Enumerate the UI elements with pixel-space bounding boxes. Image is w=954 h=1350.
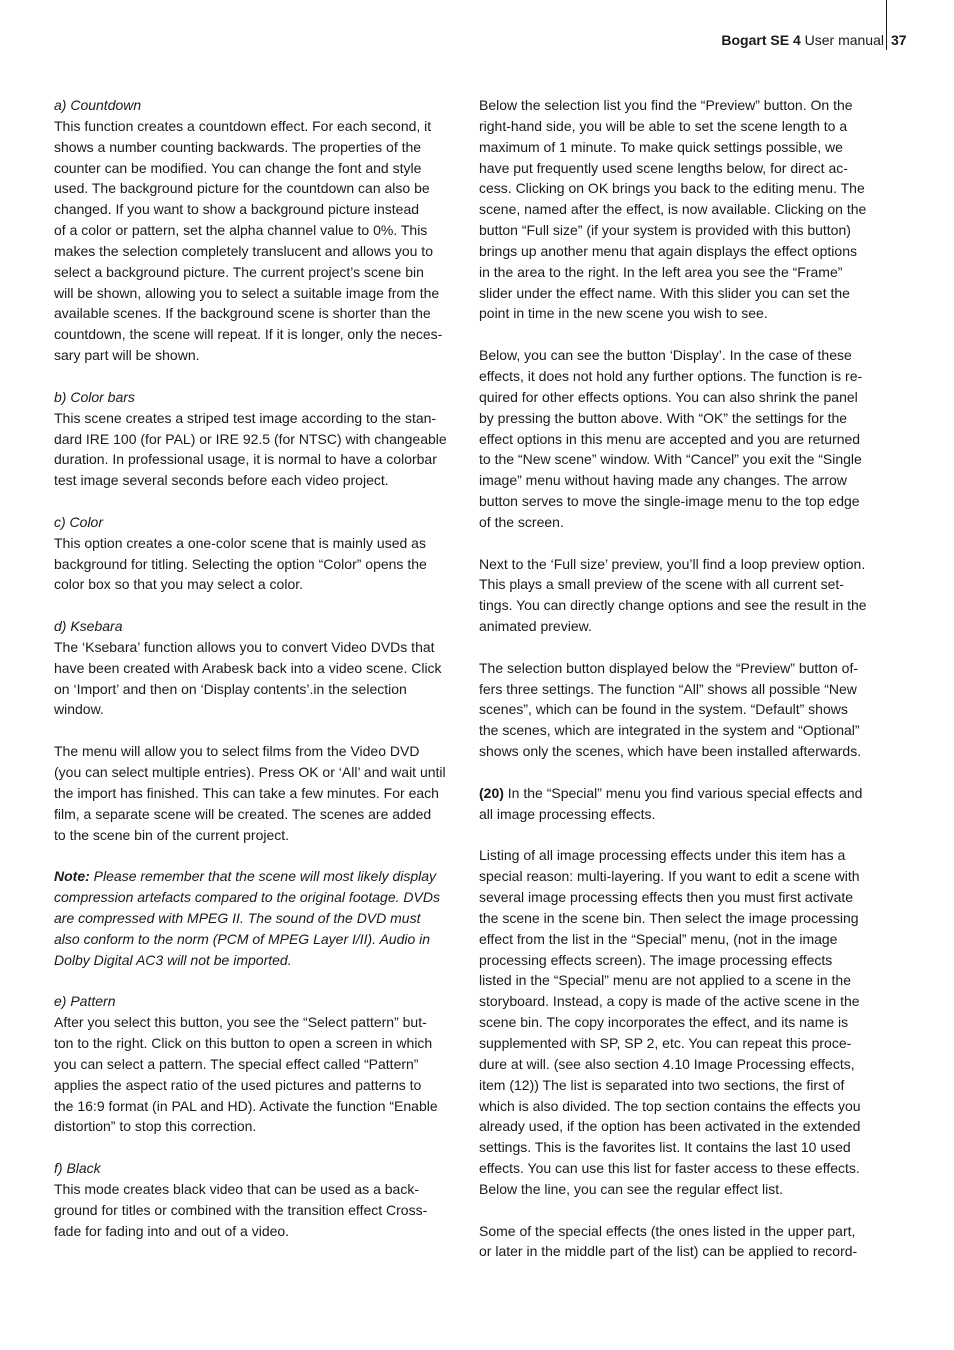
paragraph [54,512,468,595]
note-text: Dolby Digital AC3 will not be imported. [54,951,292,968]
line-text: dure at will. (see also section 4.10 Image Processing effects, [479,1055,855,1072]
section-heading: d) Ksebara [54,618,123,635]
text-line: The ‘Ksebara’ function allows you to convert Video DVDs that [54,638,435,655]
text-line [479,574,893,595]
line-text: animated preview. [479,618,592,635]
line-text: scene bin. The copy incorporates the effect, and its name is [479,1014,849,1031]
right-column [479,95,893,1283]
paragraph [54,387,468,491]
paragraph [479,95,893,324]
text-line [479,283,893,304]
text-line: This mode creates black video that can be used as a back- [54,1180,419,1197]
line-text: storyboard. Instead, a copy is made of the active scene in the [479,993,860,1010]
line-text: Next to the ‘Full size’ preview, you’ll find a loop preview option. [479,555,866,572]
line-text: by pressing the button above. With “OK” the settings for the [479,409,848,426]
line-text: button “Full size” (if your system is provided with this button) [479,222,851,239]
text-line [479,1179,893,1200]
text-line: window. [54,701,104,718]
note-label: Note: [54,868,90,885]
line-text: quired for other effects options. You can also shrink the panel [479,388,858,405]
text-line: shows a number counting backwards. The properties of the [54,138,422,155]
text-line [479,303,893,324]
line-text: maximum of 1 minute. To make quick settings possible, we [479,138,843,155]
text-line: fade for fading into and out of a video. [54,1222,290,1239]
text-line [479,1158,893,1179]
text-line [479,595,893,616]
note-text: are compressed with MPEG II. The sound of the DVD must [54,909,421,926]
text-line [479,804,893,825]
text-line [479,1137,893,1158]
text-line: test image several seconds before each video project. [54,472,389,489]
line-text: have put frequently used scene lengths below, for direct ac- [479,159,848,176]
line-text: scenes”, which can be found in the system. “Default” shows [479,701,848,718]
section-heading: a) Countdown [54,97,142,113]
line-text: brings up another menu that again displays the effect options [479,242,857,259]
line-text: special reason: multi-layering. If you want to edit a scene with [479,868,860,885]
text-line [479,199,893,220]
manual-title: User manual [800,32,884,48]
paragraph [54,616,468,720]
paragraph [479,845,893,1199]
line-text: shows only the scenes, which have been installed afterwards. [479,743,862,760]
text-line [479,699,893,720]
text-line: applies the aspect ratio of the used pictures and patterns to [54,1076,422,1093]
note-line [54,929,468,950]
line-text: listed in the “Special” menu are not applied to a scene in the [479,972,852,989]
line-text: the scenes, which are integrated in the system and “Optional” [479,722,860,739]
text-line: film, a separate scene will be created. The scenes are added [54,805,432,822]
text-line [479,116,893,137]
text-line [479,241,893,262]
line-text: to the “New scene” window. With “Cancel” you exit the “Single [479,451,862,468]
text-line [479,470,893,491]
line-text: In the “Special” menu you find various special effects and [503,784,863,801]
text-line: countdown, the scene will repeat. If it is longer, only the neces- [54,326,443,343]
text-line: you can select a pattern. The special effect called “Pattern” [54,1055,419,1072]
paragraph [54,866,468,970]
line-text: already used, if the option has been activated in the extended [479,1118,861,1135]
paragraph [479,658,893,762]
section-heading: f) Black [54,1160,101,1177]
line-text: fers three settings. The function “All” shows all possible “New [479,680,857,697]
note-line [54,950,468,971]
text-line: The menu will allow you to select films from the Video DVD [54,743,420,760]
line-text: supplemented with SP, SP 2, etc. You can repeat this proce- [479,1034,852,1051]
text-line: After you select this button, you see the “Select pattern” but- [54,1014,427,1031]
text-line [479,1116,893,1137]
text-line [479,950,893,971]
text-line [479,137,893,158]
paragraph [479,345,893,533]
text-line [479,1075,893,1096]
text-line [479,1012,893,1033]
text-line [479,616,893,637]
text-line: ton to the right. Click on this button to open a screen in which [54,1034,433,1051]
text-line [479,970,893,991]
note-line [54,887,468,908]
text-line: select a background picture. The current project’s scene bin [54,263,424,280]
line-text: or later in the middle part of the list) can be applied to record- [479,1243,858,1260]
text-line: have been created with Arabesk back into a video scene. Click [54,659,442,676]
line-text: processing effects screen). The image processing effects [479,951,833,968]
note-text: also conform to the norm (PCM of MPEG Layer I/II). Audio in [54,930,431,947]
line-text: tings. You can directly change options and see the result in the [479,597,867,614]
text-line [479,866,893,887]
paragraph [54,991,468,1137]
text-line [479,366,893,387]
text-line: This function creates a countdown effect. For each second, it [54,117,432,134]
text-line: will be shown, allowing you to select a suitable image from the [54,284,440,301]
text-line: available scenes. If the background scene is shorter than the [54,305,431,322]
note-text: Please remember that the scene will most likely display [89,868,437,885]
text-line: makes the selection completely translucent and allows you to [54,242,433,259]
line-text: effects, it does not hold any further options. The function is re- [479,367,863,384]
paragraph [54,1158,468,1241]
line-text: right-hand side, you will be able to set the scene length to a [479,117,848,134]
line-text: Some of the special effects (the ones listed in the upper part, [479,1222,856,1239]
text-line [479,512,893,533]
text-line: sary part will be shown. [54,347,200,364]
line-text: which is also divided. The top section contains the effects you [479,1097,861,1114]
running-header [721,31,884,49]
item-number: (20) [479,784,504,801]
text-line [479,491,893,512]
text-line [479,262,893,283]
line-text: the scene in the scene bin. Then select the image processing [479,909,859,926]
line-text: Below the line, you can see the regular effect list. [479,1180,784,1197]
text-line [479,1096,893,1117]
text-line [479,741,893,762]
text-line [479,345,893,366]
paragraph [479,1221,893,1263]
text-line [479,929,893,950]
section-heading: c) Color [54,513,104,530]
text-line: changed. If you want to show a background picture instead [54,201,420,218]
text-line: dard IRE 100 (for PAL) or IRE 92.5 (for NTSC) with changeable [54,430,447,447]
line-text: settings. This is the favorites list. It contains the last 10 used [479,1139,851,1156]
text-line: This scene creates a striped test image according to the stan- [54,409,437,426]
text-line [479,845,893,866]
text-line: used. The background picture for the countdown can also be [54,180,430,197]
note-text: compression artefacts compared to the original footage. DVDs [54,889,440,906]
text-line [479,554,893,575]
text-line: background for titling. Selecting the option “Color” opens the [54,555,427,572]
line-text: item (12)) The list is separated into two sections, the first of [479,1076,845,1093]
text-line [479,408,893,429]
line-text: Below the selection list you find the “Preview” button. On the [479,97,853,113]
section-heading: e) Pattern [54,993,116,1010]
line-text: Listing of all image processing effects under this item has a [479,847,846,864]
line-text: This plays a small preview of the scene with all current set- [479,576,844,593]
line-text: button serves to move the single-image menu to the top edge [479,493,860,510]
note-line [54,908,468,929]
line-text: all image processing effects. [479,805,656,822]
line-text: image” menu without having made any changes. The arrow [479,472,847,489]
paragraph [54,741,468,845]
text-line: of a color or pattern, set the alpha channel value to 0%. This [54,222,428,239]
section-heading: b) Color bars [54,388,135,405]
left-column [54,95,468,1262]
text-line: to the scene bin of the current project. [54,826,290,843]
text-line [479,658,893,679]
text-line: ground for titles or combined with the transition effect Cross- [54,1201,428,1218]
text-line [479,178,893,199]
paragraph [54,95,468,366]
text-line [479,449,893,470]
text-line [479,783,893,804]
text-line: color box so that you may select a color. [54,576,304,593]
line-text: several image processing effects then you must first activate [479,889,854,906]
product-name: Bogart SE 4 [721,32,801,48]
text-line: duration. In professional usage, it is normal to have a colorbar [54,451,437,468]
text-line [479,1241,893,1262]
text-line: the 16:9 format (in PAL and HD). Activate the function “Enable [54,1097,438,1114]
text-line: distortion” to stop this correction. [54,1118,257,1135]
line-text: effect from the list in the “Special” menu, (not in the image [479,930,838,947]
line-text: scene, named after the effect, is now available. Clicking on the [479,201,867,218]
text-line [479,679,893,700]
page-number: 37 [891,32,907,48]
text-line: on ‘Import’ and then on ‘Display contents’.in the selection [54,680,407,697]
line-text: cess. Clicking on OK brings you back to the editing menu. The [479,180,865,197]
text-line: (you can select multiple entries). Press OK or ‘All’ and wait until [54,764,446,780]
line-text: of the screen. [479,513,564,530]
text-line [479,220,893,241]
note-line [54,866,468,887]
text-line [479,887,893,908]
line-text: The selection button displayed below the “Preview” button of- [479,659,858,676]
line-text: effect options in this menu are accepted and you are returned [479,430,861,447]
text-line [479,991,893,1012]
line-text: point in time in the new scene you wish to see. [479,305,768,322]
paragraph [479,554,893,637]
line-text: in the area to the right. In the left area you see the “Frame” [479,263,843,280]
text-line: counter can be modified. You can change the font and style [54,159,422,176]
text-line [479,95,893,116]
header-divider [886,0,887,50]
paragraph [479,783,893,825]
text-line [479,158,893,179]
line-text: Below, you can see the button ‘Display’. In the case of these [479,347,852,364]
text-line: This option creates a one-color scene that is mainly used as [54,534,426,551]
text-line [479,908,893,929]
line-text: slider under the effect name. With this slider you can set the [479,284,850,301]
text-line [479,429,893,450]
text-line [479,387,893,408]
line-text: effects. You can use this list for faster access to these effects. [479,1160,860,1177]
text-line [479,1221,893,1242]
text-line: the import has finished. This can take a few minutes. For each [54,784,439,801]
text-line [479,1054,893,1075]
text-line [479,720,893,741]
text-line [479,1033,893,1054]
